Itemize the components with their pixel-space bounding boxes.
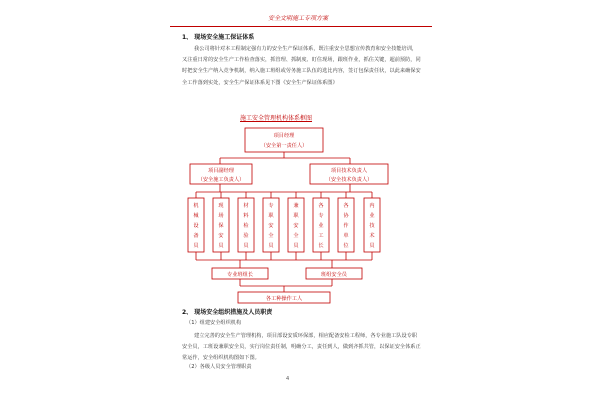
page-number: 4 xyxy=(286,376,290,382)
header-rule xyxy=(170,26,432,27)
section-2-item-2: （2）各级人员安全管理职责 xyxy=(186,364,252,370)
department-label: 机械设备员 xyxy=(193,203,199,249)
section-2-item-1: （1）组建安全组织机构 xyxy=(186,320,242,326)
department-label: 内业技术员 xyxy=(369,203,375,249)
workers-label: 各工种操作工人 xyxy=(265,296,303,302)
section-2-heading: 2、 现场安全组织措施及人员职责 xyxy=(182,309,273,316)
department-label: 各专业工长 xyxy=(318,203,324,249)
department-label: 现场保安员 xyxy=(218,203,224,249)
section-2-paragraph: 建立完善的安全生产管理机构，项目部设安质环保部，相应配备安检工程师，各专业施工队设专职安全员，工班设兼职安全员，实行岗位责任制，明确分工，责任到人，做到齐抓共管，以保证安全体系正常运作，安全组织机构图如下图。 xyxy=(182,333,421,362)
department-label: 专职安全员 xyxy=(268,203,274,249)
department-label: 各协作单位 xyxy=(343,203,349,249)
right-mid-line2: （安全技术负责人） xyxy=(325,177,373,183)
org-chart-title: 施工安全管理机构体系框图 xyxy=(240,115,313,122)
bottom-right-label: 班组安全员 xyxy=(321,272,347,278)
section-1-heading: 1、 现场安全施工保证体系 xyxy=(182,34,255,41)
top-box-line1: 项目经理 xyxy=(273,133,295,139)
right-mid-line1: 项目技术负责人 xyxy=(330,168,368,174)
page-header-title: 安全文明施工专项方案 xyxy=(268,15,329,22)
org-chart xyxy=(160,120,440,310)
department-label: 材料检验员 xyxy=(243,203,249,249)
section-1-paragraph: 我公司将针对本工程制定强有力的安全生产保证体系，既注重安全思想宣传教育和安全技能培训，又注重日常的安全生产工作检查落实，抓管理、抓制度、盯住现场，跟班作业，抓住关键，超前预防，同时把安全生产纳入竞争机制，纳入施工班组或劳务施工队伍的选比内容，签订包保责任状，以此来确保安全工作落到实处，安全生产保证体系见下图《安全生产保证体系图》 xyxy=(182,46,421,86)
left-mid-line2: （安全施工负责人） xyxy=(197,177,245,183)
top-box-line2: （安全第一责任人） xyxy=(260,143,308,149)
bottom-left-label: 专业班组长 xyxy=(227,272,253,278)
department-label: 兼职安全员 xyxy=(293,203,299,249)
left-mid-line1: 项目副经理 xyxy=(208,168,234,174)
